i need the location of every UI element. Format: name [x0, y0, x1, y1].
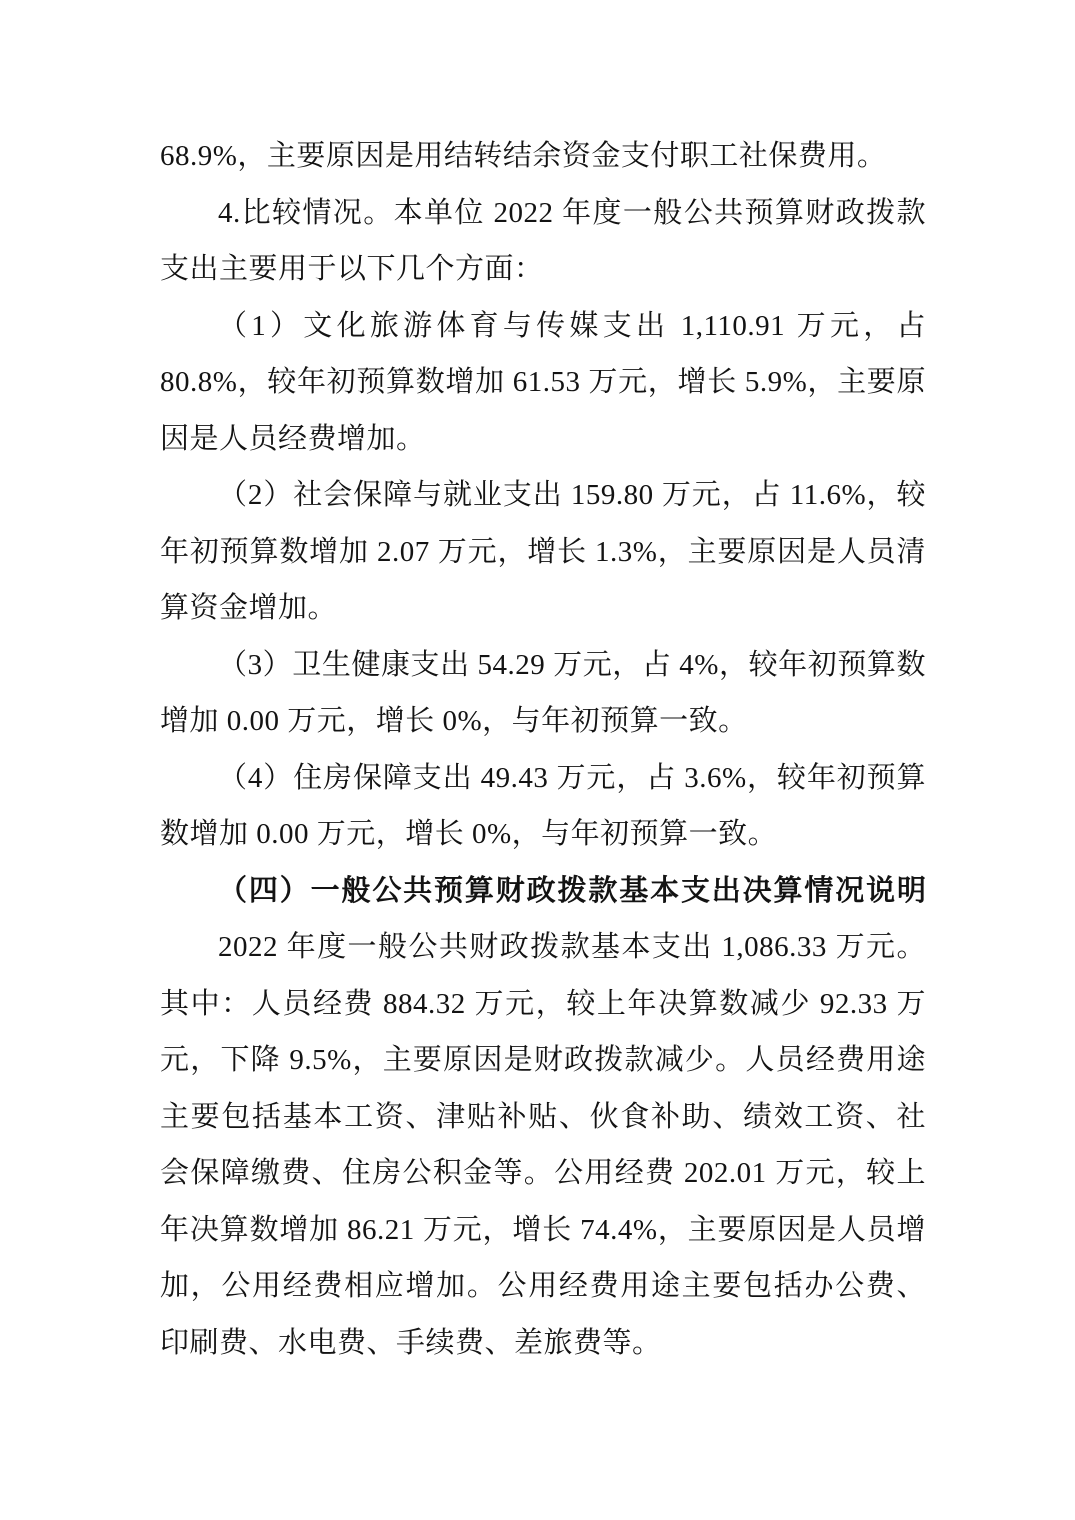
text-line: 加，公用经费相应增加。公用经费用途主要包括办公费、 [160, 1270, 926, 1302]
text-line: 支出主要用于以下几个方面： [160, 253, 544, 285]
text-line: 元，下降 9.5%，主要原因是财政拨款减少。人员经费用途 [160, 1044, 926, 1076]
text-line: 年初预算数增加 2.07 万元，增长 1.3%，主要原因是人员清 [160, 535, 926, 568]
text-line: 印刷费、水电费、手续费、差旅费等。 [160, 1326, 662, 1359]
text-line: 其中：人员经费 884.32 万元，较上年决算数减少 92.33 万 [160, 987, 926, 1020]
text-line: 因是人员经费增加。 [160, 422, 426, 455]
text-line: 主要包括基本工资、津贴补贴、伙食补助、绩效工资、社 [160, 1100, 926, 1133]
text-line: 年决算数增加 86.21 万元，增长 74.4%，主要原因是人员增 [160, 1213, 926, 1246]
text-line: （2）社会保障与就业支出 159.80 万元，占 11.6%，较 [218, 479, 926, 511]
text-line: 2022 年度一般公共财政拨款基本支出 1,086.33 万元。 [218, 931, 926, 963]
text-line: 4.比较情况。本单位 2022 年度一般公共预算财政拨款 [218, 196, 926, 229]
text-line: 增加 0.00 万元，增长 0%，与年初预算一致。 [160, 705, 748, 737]
text-line: 数增加 0.00 万元，增长 0%，与年初预算一致。 [160, 818, 778, 850]
text-line: 会保障缴费、住房公积金等。公用经费 202.01 万元，较上 [160, 1157, 926, 1189]
text-block [160, 128, 926, 1371]
text-line: 算资金增加。 [160, 592, 338, 624]
text-line: 68.9%，主要原因是用结转结余资金支付职工社保费用。 [160, 140, 887, 172]
text-line: （1）文化旅游体育与传媒支出 1,110.91 万元，占 [218, 309, 926, 342]
text-line: 80.8%，较年初预算数增加 61.53 万元，增长 5.9%，主要原 [160, 366, 926, 398]
section-heading: （四）一般公共预算财政拨款基本支出决算情况说明 [218, 874, 926, 907]
text-line: （3）卫生健康支出 54.29 万元，占 4%，较年初预算数 [218, 648, 926, 681]
text-line: （4）住房保障支出 49.43 万元，占 3.6%，较年初预算 [218, 761, 926, 794]
